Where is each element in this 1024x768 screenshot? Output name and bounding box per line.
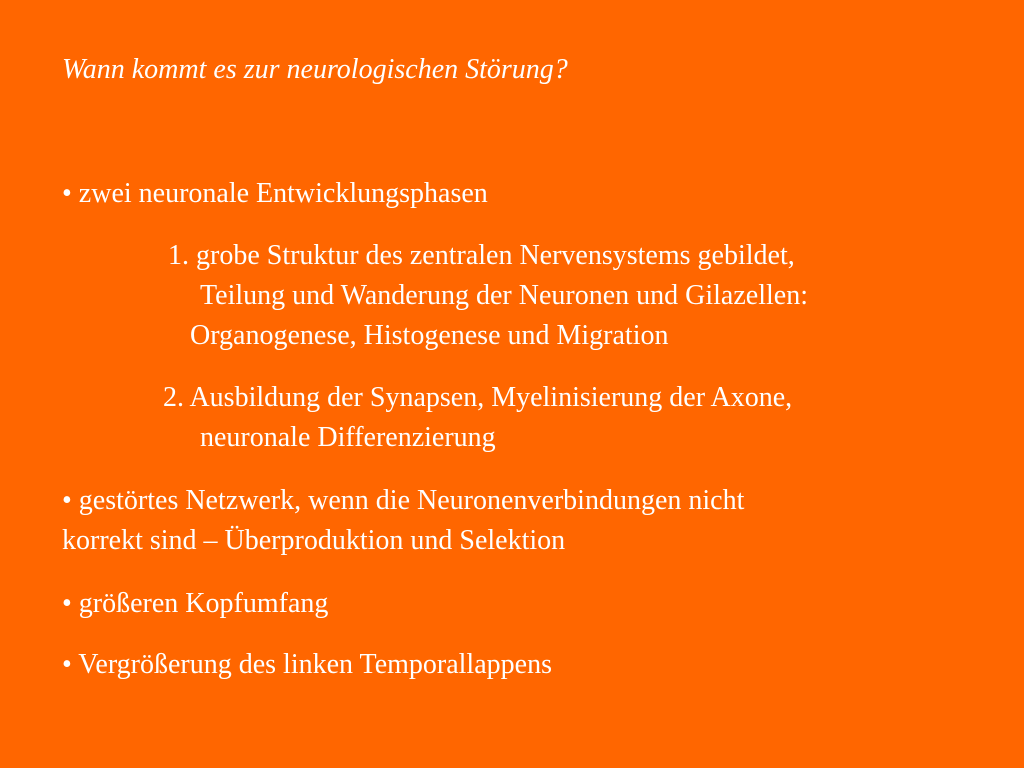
subitem-2-line-2: neuronale Differenzierung	[200, 422, 496, 453]
bullet-entwicklungsphasen: • zwei neuronale Entwicklungsphasen	[62, 178, 488, 209]
slide-title: Wann kommt es zur neurologischen Störung?	[62, 54, 568, 85]
subitem-1-line-1: 1. grobe Struktur des zentralen Nervensystems gebildet,	[168, 240, 795, 271]
bullet-netzwerk-line-2: korrekt sind – Überproduktion und Selektion	[62, 525, 566, 556]
bullet-temporallappen: • Vergrößerung des linken Temporallappens	[62, 649, 552, 680]
subitem-1-line-3: Organogenese, Histogenese und Migration	[190, 320, 669, 351]
subitem-2-line-1: 2. Ausbildung der Synapsen, Myelinisierung der Axone,	[163, 382, 793, 413]
bullet-kopfumfang: • größeren Kopfumfang	[62, 588, 329, 619]
subitem-1-line-2: Teilung und Wanderung der Neuronen und Gilazellen:	[200, 280, 808, 311]
bullet-netzwerk-line-1: • gestörtes Netzwerk, wenn die Neuronenverbindungen nicht	[62, 485, 745, 516]
